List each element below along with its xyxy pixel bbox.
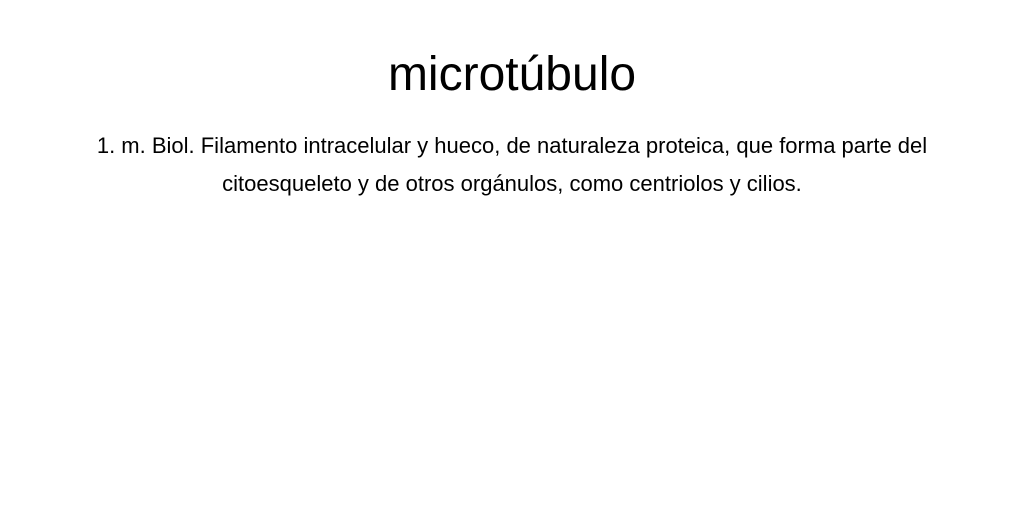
entry-definition: 1. m. Biol. Filamento intracelular y hueco, de naturaleza proteica, que forma parte del citoesqueleto y de otros orgánulos, como centriolos y cilios.: [96, 133, 928, 196]
entry-term-title: microtúbulo: [387, 48, 637, 101]
